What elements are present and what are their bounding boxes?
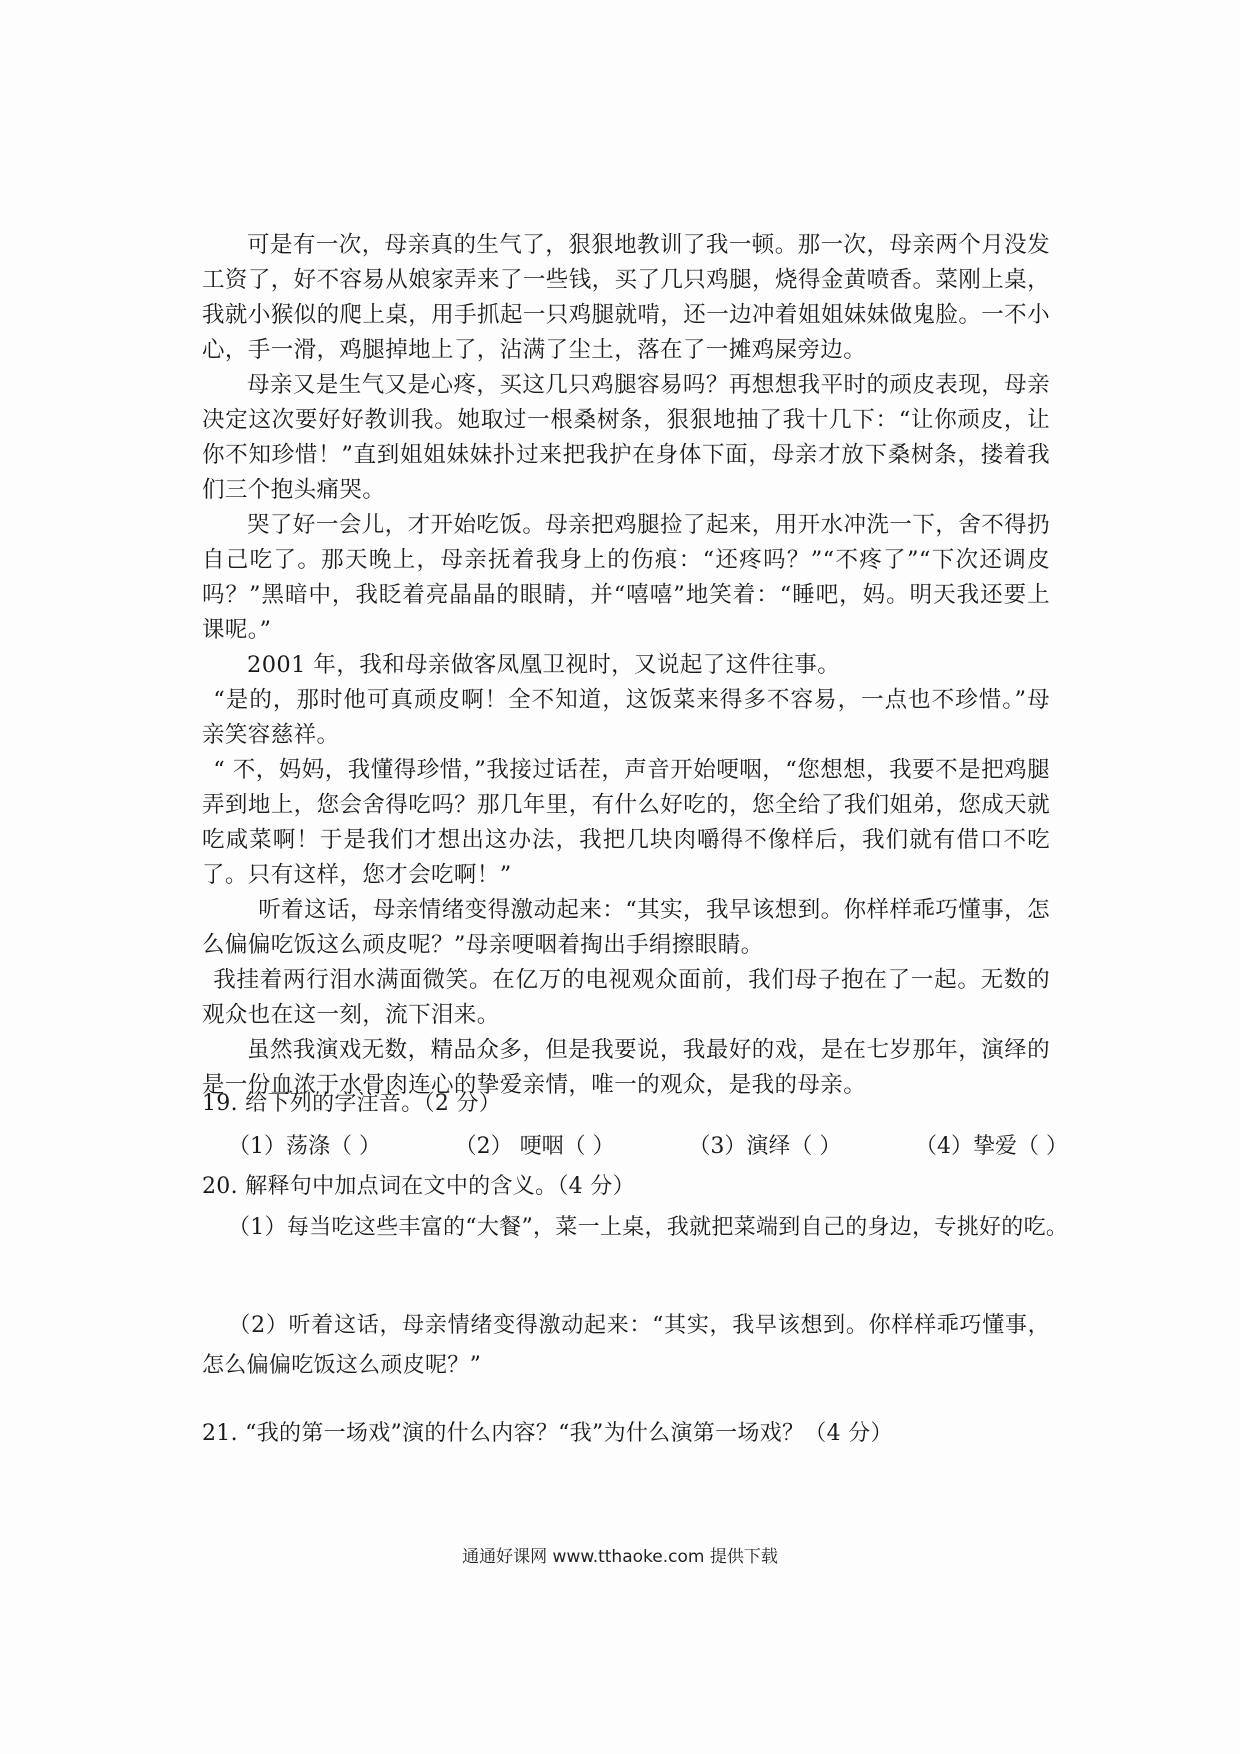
paragraph: “是的，那时他可真顽皮啊！全不知道，这饭菜来得多不容易，一点也不珍惜。”母亲笑容慈祥。 bbox=[202, 687, 1050, 748]
question-21-stem: 21. “我的第一场戏”演的什么内容？“我”为什么演第一场戏？（4 分） bbox=[202, 1421, 893, 1446]
paragraph: 哭了好一会儿，才开始吃饭。母亲把鸡腿捡了起来，用开水冲洗一下，舍不得扔自己吃了。那天晚上，母亲抚着我身上的伤痕：“还疼吗？”“不疼了”“下次还调皮吗？”黑暗中，我眨着亮晶晶的眼睛，并“嘻嘻”地笑着：“睡吧，妈。明天我还要上课呢。” bbox=[202, 512, 1050, 643]
paragraph: 虽然我演戏无数，精品众多，但是我要说，我最好的戏，是在七岁那年，演绎的是一份血浓于水骨肉连心的挚爱亲情，唯一的观众，是我的母亲。 bbox=[202, 1037, 1050, 1098]
question-19-item: （2） 哽咽（ ） bbox=[454, 1134, 615, 1159]
paragraph: 我挂着两行泪水满面微笑。在亿万的电视观众面前，我们母子抱在了一起。无数的观众也在这一刻，流下泪来。 bbox=[202, 967, 1050, 1028]
paragraph: “ 不，妈妈，我懂得珍惜，”我接过话茬，声音开始哽咽，“您想想，我要不是把鸡腿弄到地上，您会舍得吃吗？那几年里，有什么好吃的，您全给了我们姐弟，您成天就吃咸菜啊！于是我们才想出这办法，我把几块肉嚼得不像样后，我们就有借口不吃了。只有这样，您才会吃啊！” bbox=[202, 757, 1050, 888]
question-19-item: （4）挚爱（ ） bbox=[915, 1134, 1068, 1159]
footer-source: 通通好课网 www.tthaoke.com 提供下载 bbox=[462, 1547, 778, 1567]
question-19-stem: 19. 给下列的字注音。（2 分） bbox=[202, 1091, 502, 1116]
paragraph: 2001 年，我和母亲做客凤凰卫视时，又说起了这件往事。 bbox=[247, 652, 841, 678]
question-20-stem: 20. 解释句中加点词在文中的含义。（4 分） bbox=[202, 1174, 635, 1199]
paragraph: 可是有一次，母亲真的生气了，狠狠地教训了我一顿。那一次，母亲两个月没发工资了，好不容易从娘家弄来了一些钱，买了几只鸡腿，烧得金黄喷香。菜刚上桌，我就小猴似的爬上桌，用手抓起一只鸡腿就啃，还一边冲着姐姐妹妹做鬼脸。一不小心，手一滑，鸡腿掉地上了，沾满了尘土，落在了一摊鸡屎旁边。 bbox=[202, 232, 1050, 363]
question-20-item-2: （2）听着这话，母亲情绪变得激动起来：“其实，我早该想到。你样样乖巧懂事，怎么偏偏吃饭这么顽皮呢？” bbox=[202, 1313, 1050, 1378]
question-19-item: （3）演绎（ ） bbox=[688, 1134, 842, 1159]
question-19-items bbox=[228, 1131, 1068, 1163]
question-20-item-1: （1）每当吃这些丰富的“大餐”，菜一上桌，我就把菜端到自己的身边，专挑好的吃。 bbox=[228, 1215, 1069, 1240]
reading-passage bbox=[202, 228, 1050, 1103]
question-19-item: （1）荡涤（ ） bbox=[228, 1134, 381, 1159]
paragraph: 母亲又是生气又是心疼，买这几只鸡腿容易吗？再想想我平时的顽皮表现，母亲决定这次要好好教训我。她取过一根桑树条，狠狠地抽了我十几下：“让你顽皮，让你不知珍惜！”直到姐姐妹妹扑过来把我护在身体下面，母亲才放下桑树条，搂着我们三个抱头痛哭。 bbox=[202, 372, 1050, 503]
paragraph: 听着这话，母亲情绪变得激动起来：“其实，我早该想到。你样样乖巧懂事，怎么偏偏吃饭这么顽皮呢？”母亲哽咽着掏出手绢擦眼睛。 bbox=[202, 897, 1050, 958]
